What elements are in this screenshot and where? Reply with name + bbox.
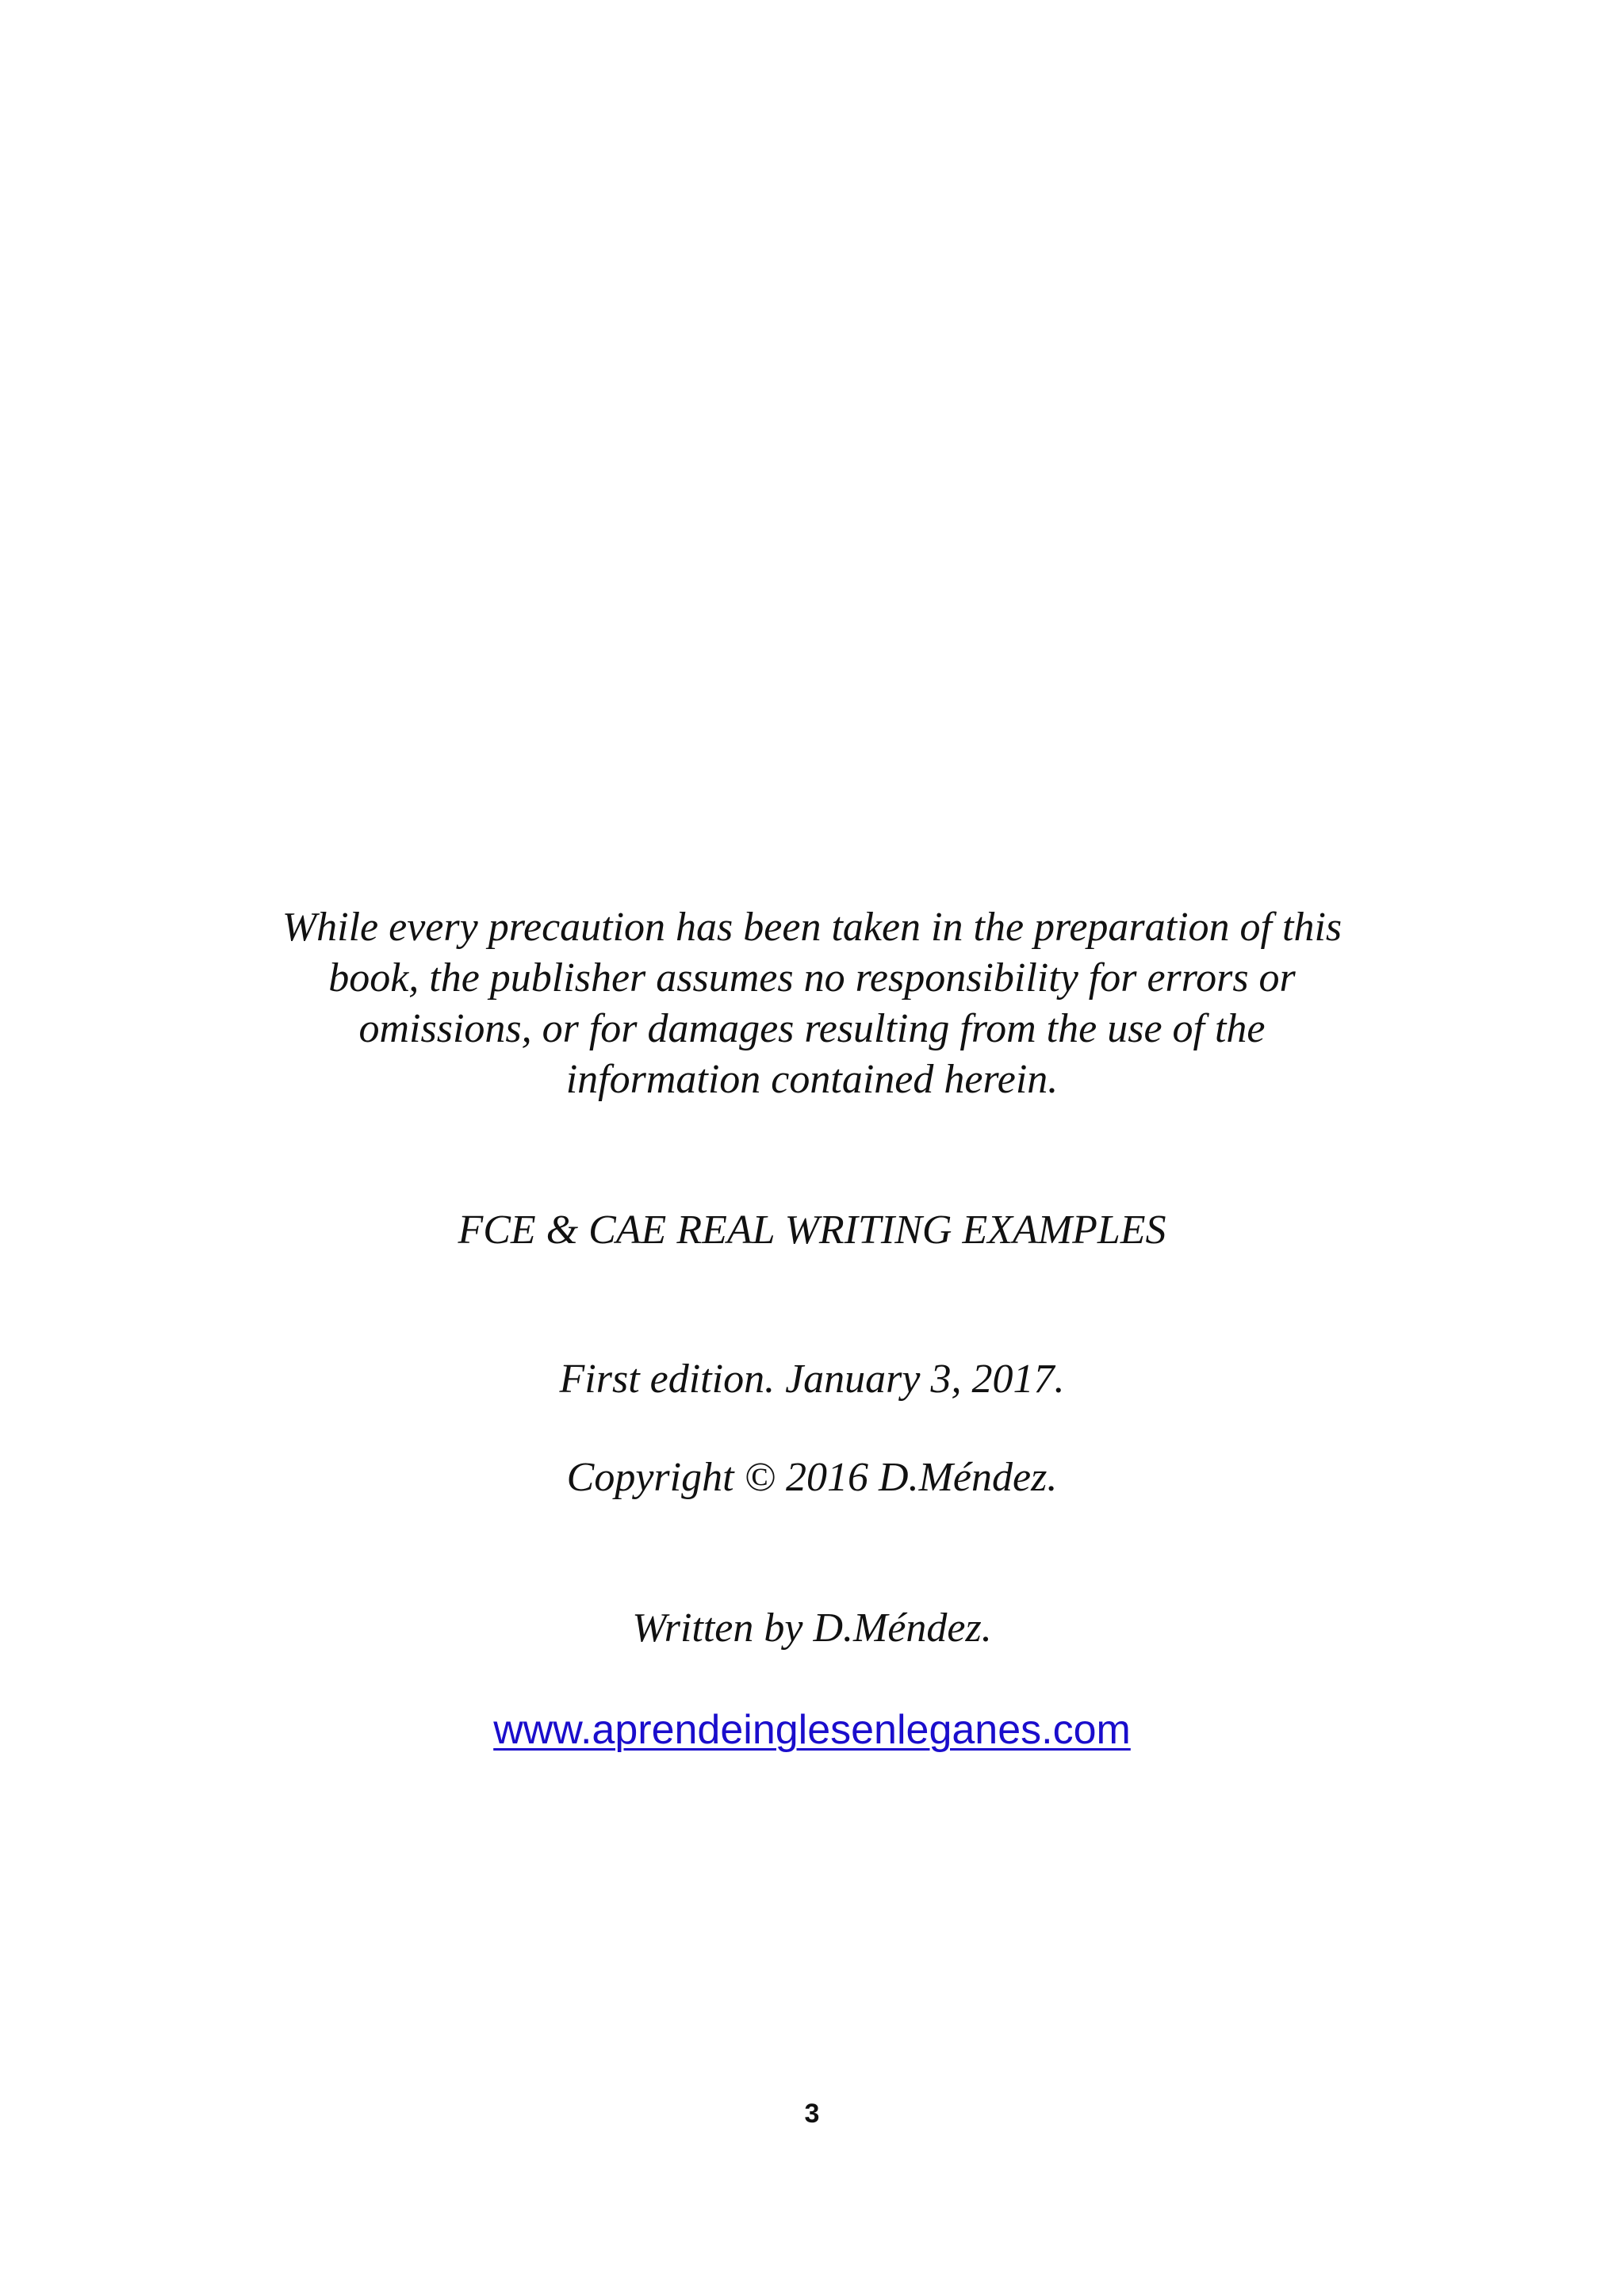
copyright-notice: Copyright © 2016 D.Méndez. bbox=[566, 1455, 1058, 1500]
edition-statement: First edition. January 3, 2017. bbox=[559, 1357, 1065, 1402]
disclaimer-line: information contained herein. bbox=[565, 1057, 1059, 1102]
page-number: 3 bbox=[804, 2099, 820, 2129]
disclaimer-line: omissions, or for damages resulting from the use of the bbox=[358, 1006, 1266, 1051]
disclaimer-line: book, the publisher assumes no responsibility for errors or bbox=[328, 955, 1296, 1001]
disclaimer-paragraph bbox=[0, 902, 1624, 1105]
book-title: FCE & CAE REAL WRITING EXAMPLES bbox=[458, 1207, 1166, 1253]
website-line bbox=[0, 1705, 1624, 1755]
author-credit: Written by D.Méndez. bbox=[632, 1605, 992, 1651]
disclaimer-line: While every precaution has been taken in the preparation of this bbox=[282, 905, 1342, 950]
website-link[interactable]: www.aprendeinglesenleganes.com bbox=[493, 1707, 1131, 1753]
